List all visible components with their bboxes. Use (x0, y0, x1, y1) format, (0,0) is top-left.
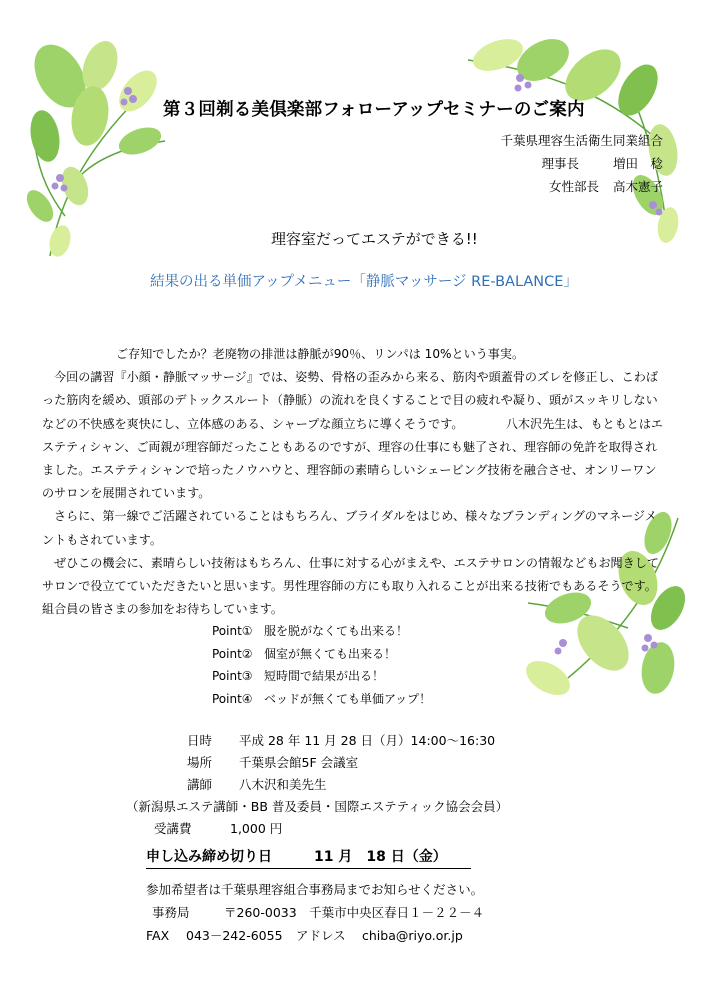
contact-notice: 参加希望者は千葉県理容組合事務局までお知らせください。 (146, 882, 484, 897)
office-row (152, 903, 484, 921)
body-text (42, 343, 667, 621)
office-label: 事務局 (152, 905, 190, 920)
women-director-role: 女性部長 (548, 179, 599, 194)
chairman-role: 理事長 (541, 156, 579, 171)
point-text: 個室が無くても出来る！ (264, 646, 397, 661)
date-value: 平成 28 年 11 月 28 日（月）14:00～16:30 (239, 733, 496, 748)
point-text: 短時間で結果が出る！ (264, 669, 385, 683)
date-label: 日時 (187, 733, 213, 748)
point-item (212, 665, 431, 688)
headline: 理容室だってエステができる!! (271, 230, 478, 248)
point-label: Point④ (212, 691, 253, 706)
deadline-label: 申し込み締め切り日 (146, 849, 272, 865)
chairman-line (541, 154, 663, 172)
women-director-name: 高木憲子 (612, 179, 663, 194)
email-address[interactable]: chiba@riyo.or.jp (362, 928, 463, 943)
fee-value: 1,000 円 (230, 821, 283, 836)
women-director-line (549, 177, 663, 195)
body-paragraph-2: 今回の講習『小顔・静脈マッサージ』では、姿勢、骨格の歪みから来る、筋肉や頭蓋骨のズレを修正し、こわばった筋肉を緩め、頭部のデトックスルート（静脈）の流れを良くすることで目の疲れや凝り、頭がスッキリしないなどの不快感を爽快にし、立体感のある、シャープな顔立ちに導くそうです。 八木沢先生は、もともとはエステティシャン、ご両親が理容師だったこともあるのですが、理容の仕事にも魅了され、理容師の免許を取得されました。エステティシャンで培ったノウハウと、理容師の素晴らしいシェービング技術を融合させ、オンリーワンのサロンを展開されています。 (42, 370, 664, 501)
point-text: 服を脱がなくても出来る！ (264, 624, 409, 638)
organization-name: 千葉県理容生活衛生同業組合 (500, 133, 663, 148)
body-paragraph-1: ご存知でしたか？老廃物の排泄は静脈が90％、リンパは 10%という事実。 (116, 347, 525, 361)
leaf-decoration-top-left (20, 36, 180, 266)
date-row (187, 731, 495, 749)
contact-row (146, 926, 463, 944)
point-label: Point③ (212, 669, 253, 683)
point-item (212, 688, 431, 711)
point-item (212, 643, 431, 666)
fee-row (154, 819, 282, 837)
email-label: アドレス (296, 928, 346, 943)
lecturer-label: 講師 (187, 777, 213, 792)
lecturer-value: 八木沢和美先生 (239, 777, 327, 792)
deadline-value: 11 月 18 日（金） (314, 849, 447, 865)
place-value: 千葉県会館5F 会議室 (239, 755, 359, 770)
chairman-name: 増田 稔 (612, 156, 663, 171)
lecturer-row (187, 775, 327, 793)
points-list (212, 620, 431, 710)
fax-label: FAX (146, 928, 170, 943)
fax-number: 043－242-6055 (186, 928, 283, 943)
subheadline: 結果の出る単価アップメニュー「静脈マッサージ RE-BALANCE」 (150, 274, 578, 290)
deadline (146, 846, 471, 869)
fee-label: 受講費 (154, 821, 192, 836)
lecturer-note: （新潟県エステ講師・BB 普及委員・国際エステティック協会会員） (126, 799, 509, 814)
point-label: Point① (212, 624, 253, 638)
office-address: 〒260-0033 千葉市中央区春日１－２２－４ (224, 905, 485, 920)
body-paragraph-3: さらに、第一線でご活躍されていることはもちろん、ブライダルをはじめ、様々なブランディングのマネージメントもされています。 (42, 509, 657, 547)
point-text: ベッドが無くても単価アップ！ (264, 691, 432, 706)
body-paragraph-4: ぜひこの機会に、素晴らしい技術はもちろん、仕事に対する心がまえや、エステサロンの情報などもお聞きしてサロンで役立てていただきたいと思います。男性理容師の方にも取り入れることが出来る技術でもあるそうです。組合員の皆さまの参加をお待ちしています。 (42, 555, 659, 617)
point-item (212, 620, 431, 643)
place-label: 場所 (187, 755, 213, 770)
place-row (187, 753, 358, 771)
page-title: 第３回剃る美倶楽部フォローアップセミナーのご案内 (163, 100, 585, 120)
point-label: Point② (212, 646, 253, 661)
